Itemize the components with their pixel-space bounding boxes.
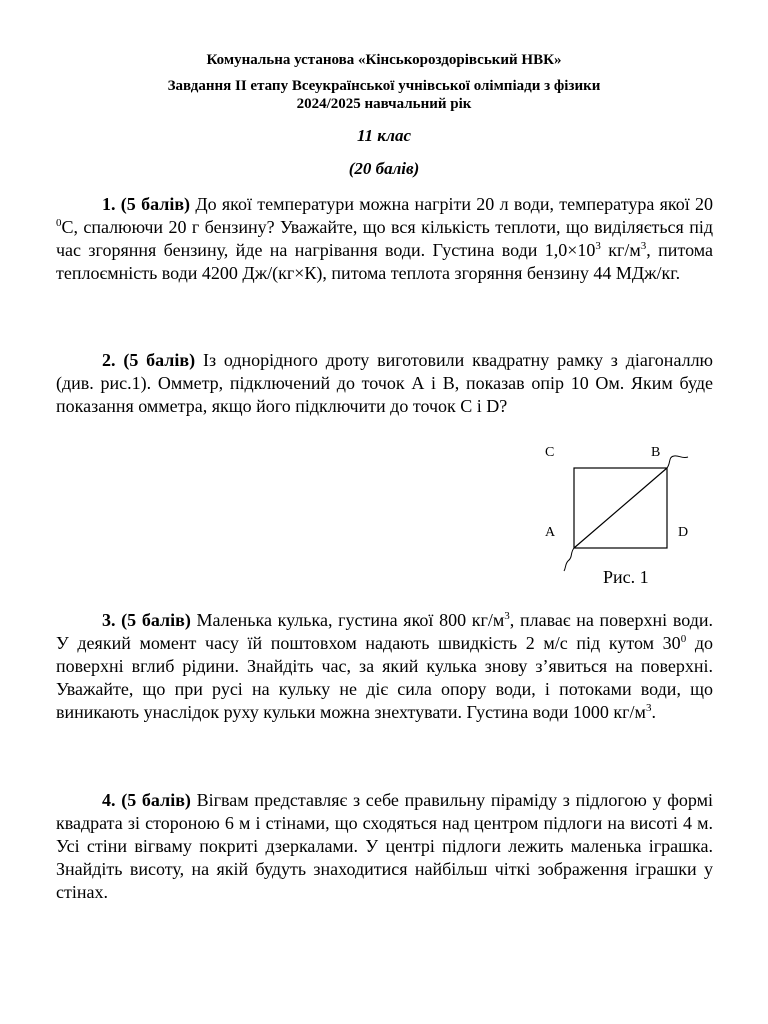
problem-2 [56, 349, 713, 418]
problem-3-text-b: , плаває на поверхні води. У деякий момент часу їй поштовхом надають швидкість 2 м/с під кутом 30 [56, 610, 714, 653]
problem-1-text-b: С, спалюючи 20 г бензину? Уважайте, що вся кількість теплоти, що виділяється під час згоряння бензину, йде на нагрівання води. Густина води 1,0×10 [56, 217, 713, 260]
grade-label: 11 клас [356, 126, 412, 145]
problem-3-text-c: до поверхні вглиб рідини. Знайдіть час, за який кулька знову з’явиться на поверхні. Уважайте, що при русі на кульку не діє сила опору води, і потоками води, що виникають унаслідок руху кульки можна знехтувати. Густина води 1000 кг/м [56, 633, 713, 722]
problem-1-text-a: До якої температури можна нагріти 20 л води, температура якої 20 [190, 194, 713, 214]
olympiad-title-line1: Завдання ІІ етапу Всеукраїнської учнівської олімпіади з фізики [167, 78, 601, 94]
problem-4-number: 4. (5 балів) [102, 790, 191, 810]
problem-2-number: 2. (5 балів) [102, 350, 196, 370]
problem-3-text-d: . [651, 702, 656, 722]
frame-diagonal [574, 468, 667, 548]
lead-wire-b [667, 456, 688, 468]
figure-1-caption: Рис. 1 [603, 567, 649, 587]
problem-4 [56, 789, 713, 904]
problem-3-sup-a: 3 [504, 610, 510, 622]
problem-4-text: Вігвам представляє з себе правильну піраміду з підлогою у формі квадрата зі стороною 6 м і стінами, що сходяться над центром підлоги на висоті 4 м. Усі стіни вігваму покриті дзеркалами. У центрі підлоги лежить маленька іграшка. Знайдіть висоту, на якій будуть знаходитися найбільш чіткі зображення іграшки у стінах. [56, 790, 713, 902]
olympiad-title-line2: 2024/2025 навчальний рік [296, 96, 472, 112]
problem-3-text-a: Маленька кулька, густина якої 800 кг/м [190, 610, 505, 630]
problem-1-text-c: кг/м [600, 240, 641, 260]
problem-1-sup-c: 3 [640, 240, 647, 252]
problem-3-sup-c: 3 [645, 702, 652, 714]
point-b-label: B [651, 445, 661, 460]
institution-title: Комунальна установа «Кінськороздорівський НВК» [206, 52, 562, 68]
problem-2-text: Із однорідного дроту виготовили квадратну рамку з діагоналлю (див. рис.1). Омметр, підключений до точок А і В, показав опір 10 Ом. Яким буде показання омметра, якщо його підключити до точок С і D? [56, 350, 714, 416]
problem-1-sup-a: 0 [56, 217, 62, 229]
problem-1-text-d: , питома теплоємність води 4200 Дж/(кг×К), питома теплота згоряння бензину 44 МДж/кг. [56, 240, 713, 283]
problem-3-number: 3. (5 балів) [102, 610, 191, 630]
total-points-label: (20 балів) [348, 159, 420, 178]
problem-1-number: 1. (5 балів) [102, 194, 191, 214]
problem-1-sup-b: 3 [595, 240, 601, 252]
olympiad-title [56, 77, 712, 113]
lead-wire-a [564, 548, 574, 571]
point-c-label: C [545, 445, 555, 460]
point-d-label: D [678, 525, 689, 540]
problem-1 [56, 193, 713, 285]
problem-3 [56, 609, 713, 724]
problem-3-sup-b: 0 [680, 633, 687, 645]
point-a-label: A [545, 525, 556, 540]
